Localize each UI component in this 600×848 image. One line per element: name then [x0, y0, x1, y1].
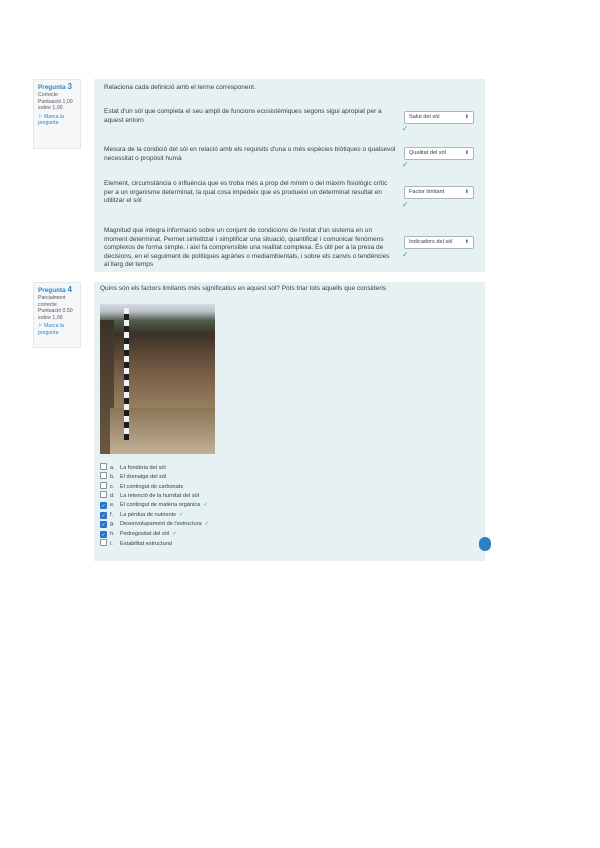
question-3-status: Correcte: [38, 92, 58, 98]
dropdown-caret-icon: ⬍: [464, 189, 469, 195]
match-statement-2: Mesura de la condició del sòl en relació amb els requisits d'una o més espècies biòtiques o qualsevol necessitat o propòsit humà: [104, 146, 396, 162]
option-c[interactable]: [100, 482, 480, 492]
checkbox-icon[interactable]: [100, 491, 107, 498]
question-4-info: [33, 282, 81, 348]
match-select-4[interactable]: [404, 236, 474, 249]
correct-check-icon: ✓: [172, 530, 177, 537]
option-b[interactable]: [100, 472, 480, 482]
question-4-score: Puntuació 0,50 sobre 1,00: [38, 308, 73, 321]
match-statement-1: Estat d'un sòl que completa el seu ampli de funcions ecosistèmiques segons sigui apropiat per a aquest entorn: [104, 108, 382, 124]
select-value: Salut del sòl: [409, 114, 440, 120]
question-label: Pregunta: [38, 287, 66, 294]
option-d[interactable]: [100, 491, 480, 501]
scroll-to-top-button[interactable]: [479, 537, 491, 551]
match-statement-3: Element, circumstància o influència que es troba més a prop del mínim o del màxim fisiològic crític per a un organisme determinat, la qual cosa impedeix que es produeixi un determinat resultat en utilitzar el sòl: [104, 180, 388, 205]
option-letter: e.: [110, 501, 115, 508]
option-letter: h.: [110, 530, 115, 537]
question-4-status: Parcialment correcte: [38, 295, 66, 308]
option-g[interactable]: [100, 520, 480, 530]
dropdown-caret-icon: ⬍: [464, 239, 469, 245]
option-text: El drenatge del sòl: [120, 474, 167, 481]
question-number: 3: [67, 82, 72, 91]
select-value: Factor limitant: [409, 189, 445, 195]
question-3-info: [33, 79, 81, 149]
checkbox-icon[interactable]: [100, 539, 107, 546]
flag-question-4-link[interactable]: [38, 323, 77, 336]
option-text: La retenció de la humitat del sòl: [120, 493, 199, 500]
measuring-ruler: [124, 308, 129, 440]
match-select-2[interactable]: [404, 147, 474, 160]
select-value: Indicadors del sòl: [409, 239, 453, 245]
checkbox-checked-icon[interactable]: ✓: [101, 512, 106, 518]
checkbox-icon[interactable]: [100, 463, 107, 470]
checkbox-checked-icon[interactable]: ✓: [101, 522, 106, 528]
answer-options: [100, 463, 480, 549]
question-4-number: [38, 286, 77, 295]
option-letter: b.: [110, 474, 115, 481]
flag-icon: ⚐: [38, 113, 43, 120]
option-a[interactable]: [100, 463, 480, 473]
option-text: Pedregositat del sòl: [120, 530, 170, 537]
correct-check-icon: ✓: [402, 200, 409, 209]
correct-check-icon: ✓: [402, 250, 409, 259]
correct-check-icon: ✓: [402, 124, 409, 133]
option-i[interactable]: [100, 539, 480, 549]
soil-profile-photo: [100, 304, 215, 454]
match-select-1[interactable]: [404, 111, 474, 124]
match-select-3[interactable]: [404, 186, 474, 199]
flag-label: Marca la pregunta: [38, 113, 65, 127]
checkbox-icon[interactable]: [100, 482, 107, 489]
option-f[interactable]: [100, 511, 480, 521]
option-text: La pèrdua de nutrients: [120, 511, 176, 518]
correct-check-icon: ✓: [203, 501, 208, 508]
correct-check-icon: ✓: [402, 160, 409, 169]
option-text: La fondària del sòl: [120, 464, 166, 471]
option-text: Estabilitat estructural: [120, 541, 172, 548]
option-letter: f.: [110, 511, 114, 518]
checkbox-checked-icon[interactable]: ✓: [101, 502, 106, 508]
option-e[interactable]: [100, 501, 480, 511]
option-h[interactable]: [100, 530, 480, 540]
option-letter: a.: [110, 464, 115, 471]
flag-question-3-link[interactable]: [38, 114, 77, 127]
question-3-score: Puntuació 1,00 sobre 1,00: [38, 98, 73, 112]
checkbox-icon[interactable]: [100, 472, 107, 479]
dropdown-caret-icon: ⬍: [464, 114, 469, 120]
question-4-content: [94, 282, 485, 561]
question-4-prompt: Quins són els factors limitants més significatius en aquest sòl? Pots triar tots aquells que consideris: [100, 285, 387, 292]
option-letter: c.: [110, 483, 115, 490]
checkbox-checked-icon[interactable]: ✓: [101, 531, 106, 537]
match-statement-4: Magnitud que integra informació sobre un conjunt de condicions de l'estat d'un sistema en un moment determinat. Permet sintetitzar i simplificar una situació, quantificar i comunicar fenòmens complexos de forma simple, i així fa comprensible una realitat complexa. És útil per a la presa de decisions, en el seguiment de polítiques agràries o mediambientals, i sobre els canvis o tendències al llarg del temps: [104, 227, 390, 269]
question-3-number: [38, 83, 77, 92]
dropdown-caret-icon: ⬍: [464, 150, 469, 156]
question-3-prompt: Relaciona cada definició amb el terme corresponent.: [104, 84, 256, 91]
option-text: El contingut de matèria orgànica: [120, 501, 201, 508]
flag-icon: ⚐: [38, 323, 43, 330]
correct-check-icon: ✓: [178, 511, 184, 518]
correct-check-icon: ✓: [204, 521, 210, 528]
option-letter: i.: [110, 541, 113, 548]
option-letter: g.: [110, 521, 115, 528]
option-letter: d.: [110, 493, 115, 500]
question-number: 4: [67, 285, 72, 294]
select-value: Qualitat del sòl: [409, 150, 447, 156]
flag-label: Marca la pregunta: [38, 323, 65, 336]
option-text: Desenvolupament de l'estructura: [120, 521, 202, 528]
option-text: El contingut de carbonats: [120, 483, 184, 490]
question-label: Pregunta: [38, 84, 66, 91]
